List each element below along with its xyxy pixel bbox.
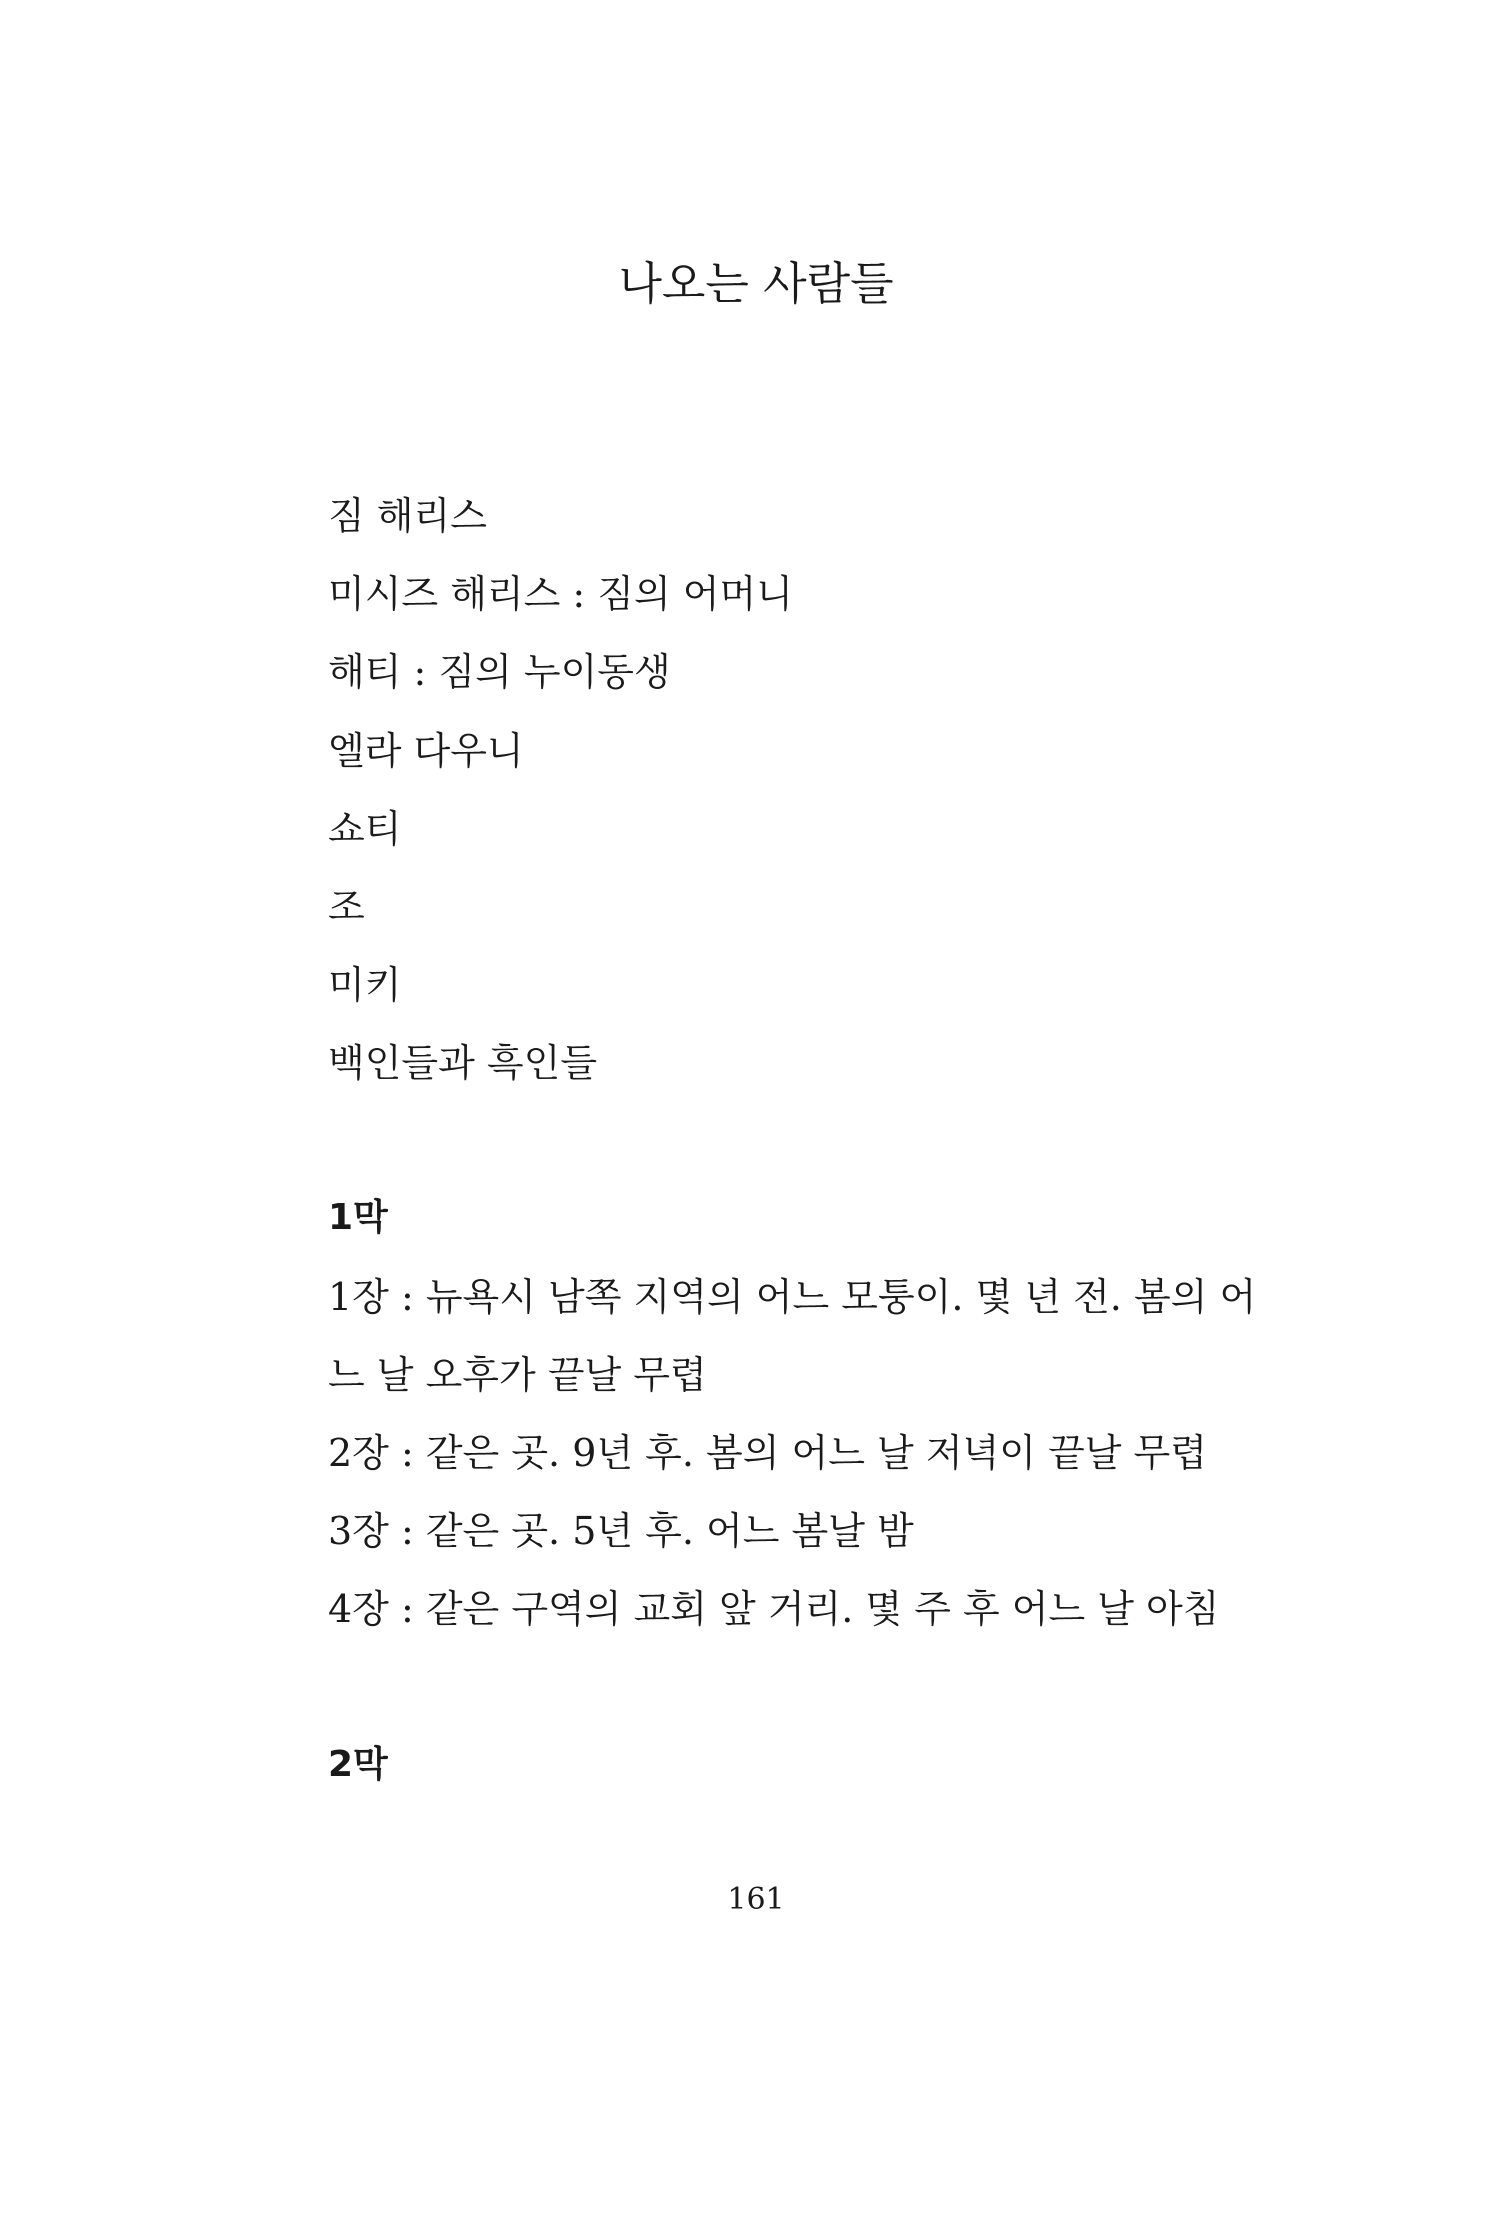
page-title: 나오는 사람들 bbox=[618, 257, 894, 310]
character-item: 짐 해리스 bbox=[328, 494, 487, 538]
character-item: 쇼티 bbox=[328, 807, 402, 851]
scene-line: 2장 : 같은 곳. 9년 후. 봄의 어느 날 저녁이 끝날 무렵 bbox=[328, 1431, 1207, 1475]
scene-line: 1장 : 뉴욕시 남쪽 지역의 어느 모퉁이. 몇 년 전. 봄의 어 bbox=[328, 1275, 1257, 1319]
scene-line: 3장 : 같은 곳. 5년 후. 어느 봄날 밤 bbox=[328, 1509, 914, 1553]
act-1-heading: 1막 bbox=[328, 1197, 388, 1238]
character-item: 미키 bbox=[328, 963, 402, 1007]
character-item: 미시즈 해리스 : 짐의 어머니 bbox=[328, 572, 793, 616]
scene-line: 4장 : 같은 구역의 교회 앞 거리. 몇 주 후 어느 날 아침 bbox=[328, 1587, 1220, 1631]
page-number: 161 bbox=[727, 1882, 785, 1917]
character-item: 해티 : 짐의 누이동생 bbox=[328, 650, 671, 694]
character-item: 엘라 다우니 bbox=[328, 729, 524, 773]
character-item: 백인들과 흑인들 bbox=[328, 1041, 598, 1085]
scene-line: 느 날 오후가 끝날 무렵 bbox=[328, 1353, 707, 1397]
character-item: 조 bbox=[328, 885, 365, 929]
act-2-heading: 2막 bbox=[328, 1744, 388, 1785]
